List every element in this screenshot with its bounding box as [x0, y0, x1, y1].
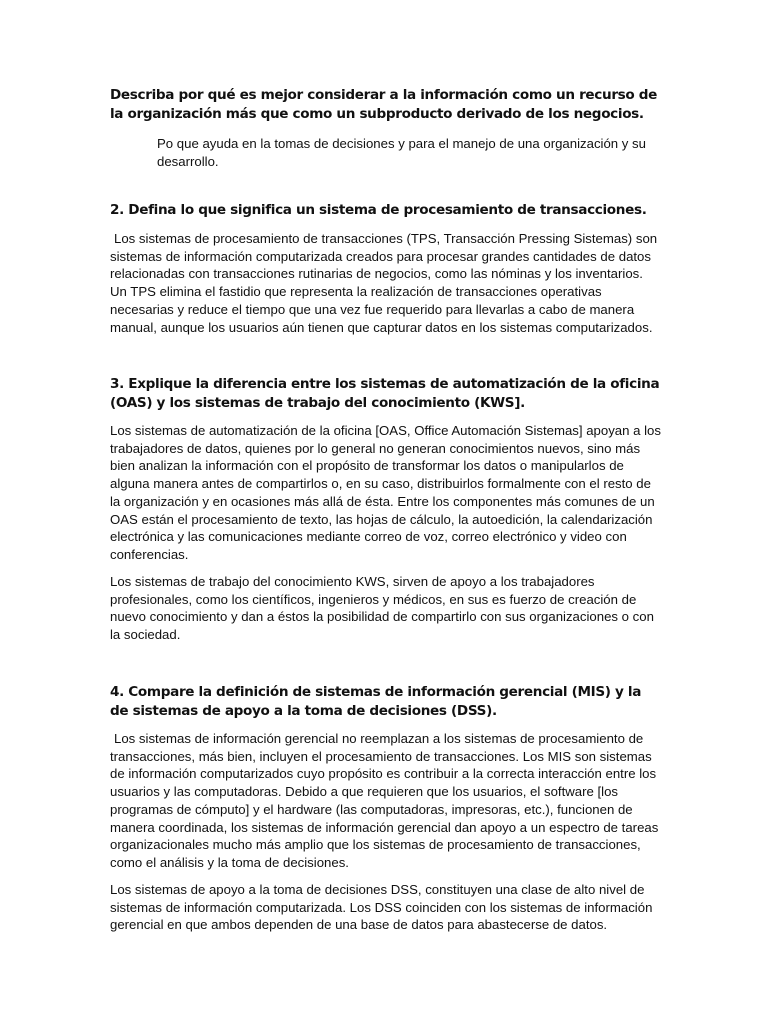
question-4-answer-dss: Los sistemas de apoyo a la toma de decisiones DSS, constituyen una clase de alto nivel de sistemas de información computarizada. Los DSS coinciden con los sistemas de información gerencial en que ambos dependen de una base de datos para abastecerse de datos. — [110, 882, 653, 933]
question-2-answer: Los sistemas de procesamiento de transacciones (TPS, Transacción Pressing Sistemas) son sistemas de información computarizada creados para procesar grandes cantidades de datos relacionadas con transacciones rutinarias de negocios, como las nóminas y los inventarios. Un TPS elimina el fastidio que representa la realización de transacciones operativas necesarias y reduce el tiempo que una vez fue requerido para llevarlas a cabo de manera manual, aunque los usuarios aún tienen que capturar datos en los sistemas computarizados. — [110, 231, 658, 335]
question-3-answer-oas: Los sistemas de automatización de la oficina [OAS, Office Automación Sistemas] apoyan a los trabajadores de datos, quienes por lo general no generan conocimientos nuevos, sino más bien analizan la información con el propósito de transformar los datos o manipularlos de alguna manera antes de compartirlos o, en su caso, distribuirlos formalmente con el resto de la organización y en ocasiones más allá de ésta. Entre los componentes más comunes de un OAS están el procesamiento de texto, las hojas de cálculo, la autoedición, la calendarización electrónica y las comunicaciones mediante correo de voz, correo electrónico y video con conferencias. — [110, 423, 661, 562]
question-1-answer: Po que ayuda en la tomas de decisiones y para el manejo de una organización y su desarrollo. — [157, 136, 646, 169]
question-2-heading: 2. Defina lo que significa un sistema de procesamiento de transacciones. — [110, 202, 647, 218]
question-4-answer-mis: Los sistemas de información gerencial no reemplazan a los sistemas de procesamiento de transacciones, más bien, incluyen el procesamiento de transacciones. Los MIS son sistemas de información computarizados cuyo propósito es contribuir a la correcta interacción entre los usuarios y las computadoras. Debido a que requieren que los usuarios, el software [los programas de cómputo] y el hardware (las computadoras, impresoras, etc.), funcionen de manera coordinada, los sistemas de información gerencial dan apoyo a un espectro de tareas organizacionales mucho más amplio que los sistemas de procesamiento de transacciones, como el análisis y la toma de decisiones. — [110, 731, 659, 870]
question-1-heading: Describa por qué es mejor considerar a la información como un recurso de la organización más que como un subproducto derivado de los negocios. — [110, 87, 658, 122]
question-3-heading: 3. Explique la diferencia entre los sistemas de automatización de la oficina (OAS) y los sistemas de trabajo del conocimiento (KWS]. — [110, 376, 660, 411]
question-4-heading: 4. Compare la definición de sistemas de información gerencial (MIS) y la de sistemas de apoyo a la toma de decisiones (DSS). — [110, 684, 642, 719]
question-3-answer-kws: Los sistemas de trabajo del conocimiento KWS, sirven de apoyo a los trabajadores profesionales, como los científicos, ingenieros y médicos, en sus es fuerzo de creación de nuevo conocimiento y dan a éstos la posibilidad de compartirlo con sus organizaciones o con la sociedad. — [110, 574, 654, 643]
